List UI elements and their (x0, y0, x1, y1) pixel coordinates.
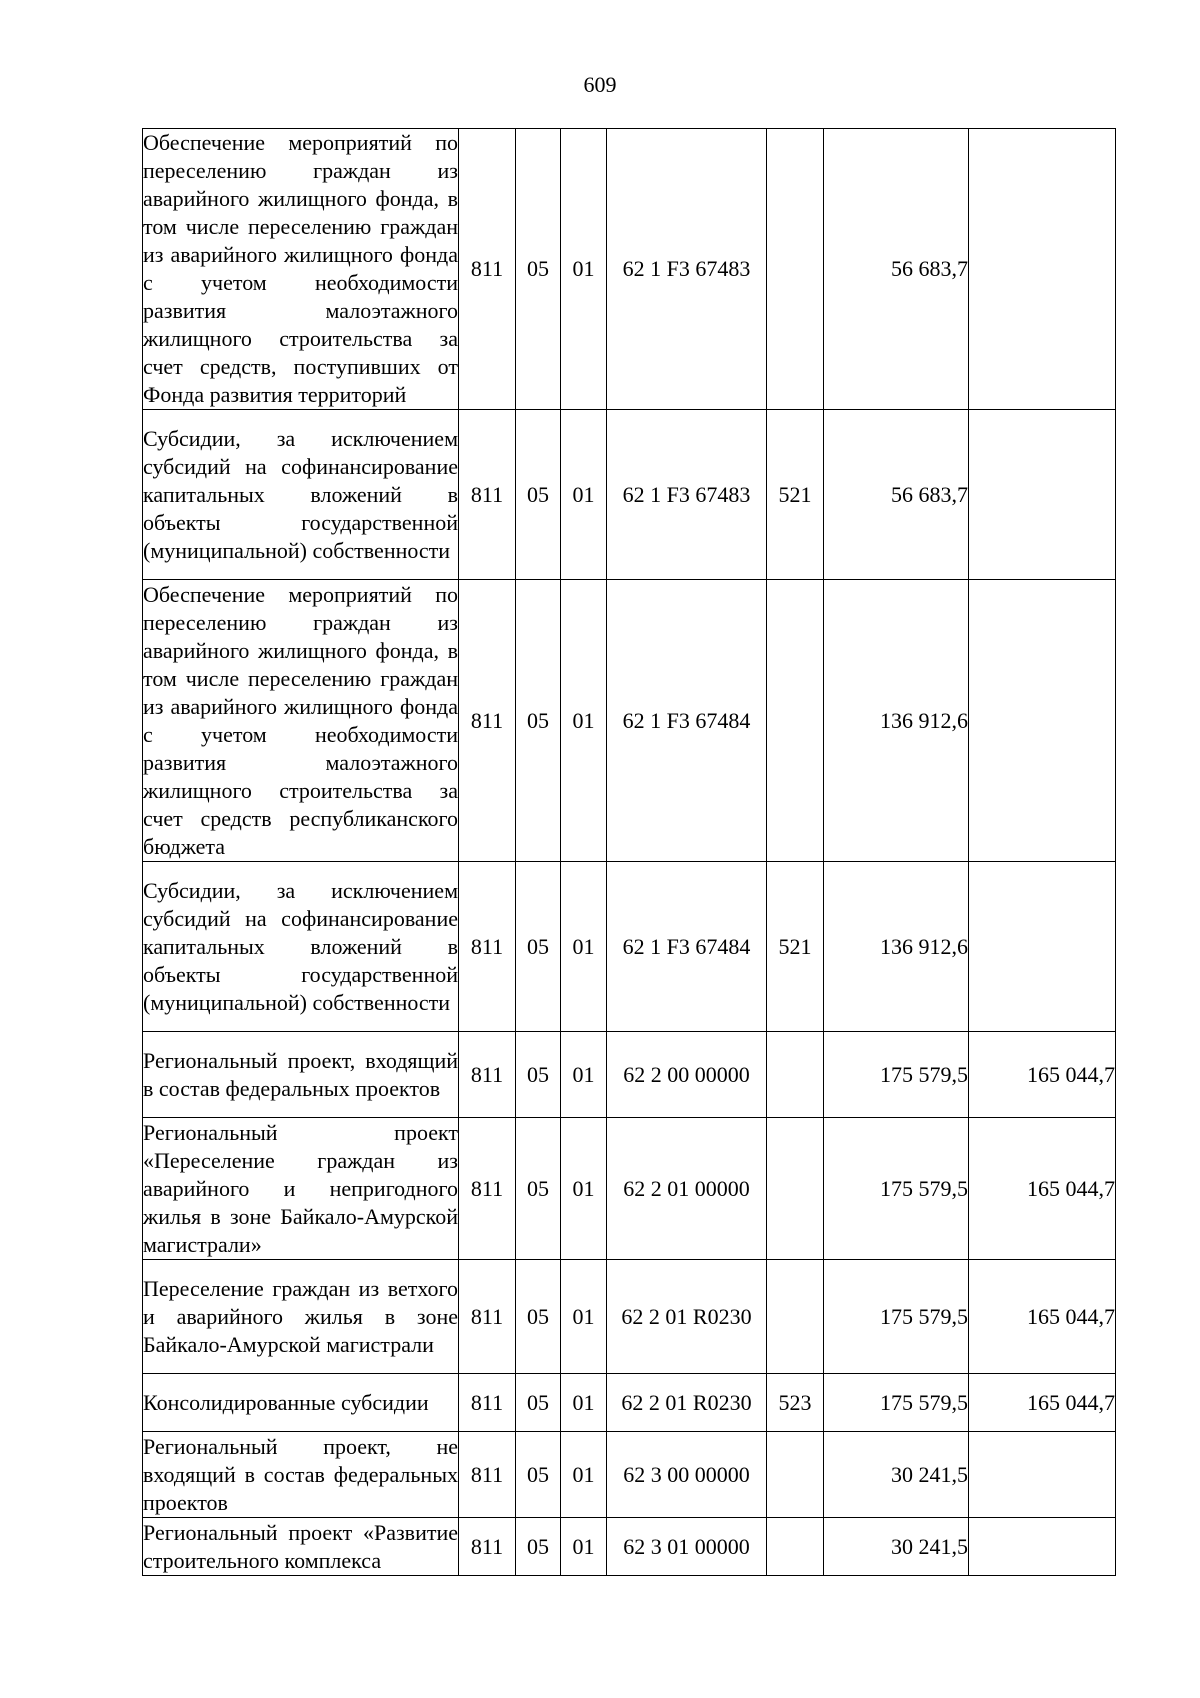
section-code: 05 (516, 580, 561, 862)
subsection-code: 01 (561, 580, 607, 862)
amount-year-1: 30 241,5 (824, 1432, 969, 1518)
amount-year-1: 175 579,5 (824, 1374, 969, 1432)
subsection-code: 01 (561, 129, 607, 410)
expense-type-code (767, 129, 824, 410)
amount-year-1: 175 579,5 (824, 1032, 969, 1118)
subsection-code: 01 (561, 862, 607, 1032)
amount-year-2 (969, 1432, 1116, 1518)
target-article-code: 62 2 01 00000 (607, 1118, 767, 1260)
section-code: 05 (516, 1432, 561, 1518)
expense-type-code: 523 (767, 1374, 824, 1432)
ministry-code: 811 (459, 1118, 516, 1260)
section-code: 05 (516, 410, 561, 580)
section-code: 05 (516, 1032, 561, 1118)
row-description: Региональный проект «Переселение граждан из аварийного и непригодного жилья в зоне Байкало-Амурской магистрали» (143, 1118, 459, 1260)
expense-type-code (767, 580, 824, 862)
ministry-code: 811 (459, 1432, 516, 1518)
section-code: 05 (516, 1518, 561, 1576)
ministry-code: 811 (459, 129, 516, 410)
table-row (143, 1432, 1116, 1518)
expense-type-code (767, 1432, 824, 1518)
table-row (143, 1518, 1116, 1576)
amount-year-2 (969, 862, 1116, 1032)
target-article-code: 62 1 F3 67484 (607, 580, 767, 862)
row-description: Консолидированные субсидии (143, 1374, 459, 1432)
table-row (143, 862, 1116, 1032)
row-description: Обеспечение мероприятий по переселению граждан из аварийного жилищного фонда, в том числе переселению граждан из аварийного жилищного фонда с учетом необходимости развития малоэтажного жилищного строительства за счет средств республиканского бюджета (143, 580, 459, 862)
amount-year-1: 30 241,5 (824, 1518, 969, 1576)
section-code: 05 (516, 1118, 561, 1260)
budget-table (142, 128, 1116, 1576)
amount-year-2 (969, 410, 1116, 580)
section-code: 05 (516, 1260, 561, 1374)
row-description: Региональный проект, не входящий в состав федеральных проектов (143, 1432, 459, 1518)
amount-year-1: 175 579,5 (824, 1260, 969, 1374)
ministry-code: 811 (459, 1260, 516, 1374)
amount-year-2 (969, 129, 1116, 410)
row-description: Субсидии, за исключением субсидий на софинансирование капитальных вложений в объекты государственной (муниципальной) собственности (143, 862, 459, 1032)
expense-type-code (767, 1032, 824, 1118)
target-article-code: 62 2 00 00000 (607, 1032, 767, 1118)
target-article-code: 62 3 00 00000 (607, 1432, 767, 1518)
target-article-code: 62 1 F3 67483 (607, 129, 767, 410)
expense-type-code: 521 (767, 410, 824, 580)
expense-type-code (767, 1260, 824, 1374)
amount-year-2: 165 044,7 (969, 1374, 1116, 1432)
amount-year-2 (969, 580, 1116, 862)
table-row (143, 1374, 1116, 1432)
ministry-code: 811 (459, 410, 516, 580)
ministry-code: 811 (459, 1518, 516, 1576)
expense-type-code (767, 1518, 824, 1576)
expense-type-code (767, 1118, 824, 1260)
subsection-code: 01 (561, 1374, 607, 1432)
subsection-code: 01 (561, 1260, 607, 1374)
subsection-code: 01 (561, 1518, 607, 1576)
subsection-code: 01 (561, 1118, 607, 1260)
table-row (143, 580, 1116, 862)
target-article-code: 62 2 01 R0230 (607, 1374, 767, 1432)
amount-year-1: 56 683,7 (824, 410, 969, 580)
section-code: 05 (516, 129, 561, 410)
table-row (143, 410, 1116, 580)
row-description: Региональный проект «Развитие строительного комплекса (143, 1518, 459, 1576)
row-description: Переселение граждан из ветхого и аварийного жилья в зоне Байкало-Амурской магистрали (143, 1260, 459, 1374)
target-article-code: 62 1 F3 67484 (607, 862, 767, 1032)
row-description: Обеспечение мероприятий по переселению граждан из аварийного жилищного фонда, в том числе переселению граждан из аварийного жилищного фонда с учетом необходимости развития малоэтажного жилищного строительства за счет средств, поступивших от Фонда развития территорий (143, 129, 459, 410)
row-description: Субсидии, за исключением субсидий на софинансирование капитальных вложений в объекты государственной (муниципальной) собственности (143, 410, 459, 580)
ministry-code: 811 (459, 862, 516, 1032)
page-number: 609 (583, 72, 617, 97)
section-code: 05 (516, 1374, 561, 1432)
table-row (143, 129, 1116, 410)
expense-type-code: 521 (767, 862, 824, 1032)
amount-year-1: 56 683,7 (824, 129, 969, 410)
subsection-code: 01 (561, 410, 607, 580)
amount-year-1: 136 912,6 (824, 862, 969, 1032)
table-row (143, 1118, 1116, 1260)
amount-year-1: 175 579,5 (824, 1118, 969, 1260)
amount-year-2 (969, 1518, 1116, 1576)
ministry-code: 811 (459, 1032, 516, 1118)
ministry-code: 811 (459, 580, 516, 862)
ministry-code: 811 (459, 1374, 516, 1432)
row-description: Региональный проект, входящий в состав федеральных проектов (143, 1032, 459, 1118)
target-article-code: 62 2 01 R0230 (607, 1260, 767, 1374)
amount-year-1: 136 912,6 (824, 580, 969, 862)
amount-year-2: 165 044,7 (969, 1118, 1116, 1260)
amount-year-2: 165 044,7 (969, 1260, 1116, 1374)
subsection-code: 01 (561, 1432, 607, 1518)
table-row (143, 1260, 1116, 1374)
target-article-code: 62 1 F3 67483 (607, 410, 767, 580)
subsection-code: 01 (561, 1032, 607, 1118)
table-row (143, 1032, 1116, 1118)
section-code: 05 (516, 862, 561, 1032)
target-article-code: 62 3 01 00000 (607, 1518, 767, 1576)
amount-year-2: 165 044,7 (969, 1032, 1116, 1118)
